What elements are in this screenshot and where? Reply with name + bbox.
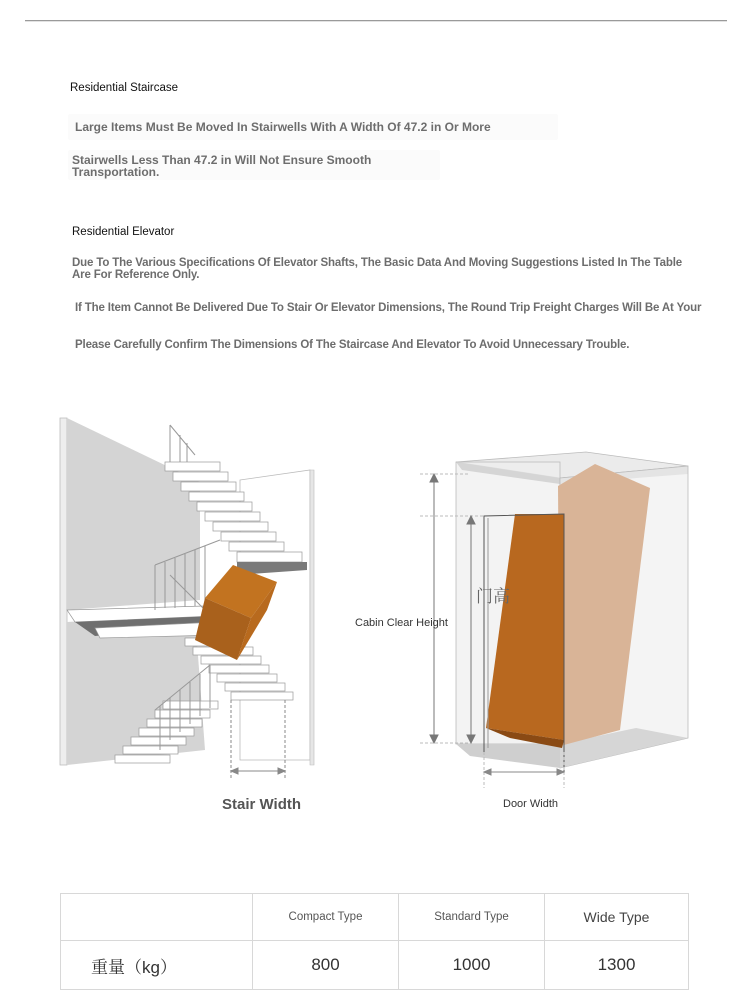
elevator-note-1: Due To The Various Specifications Of Elevator Shafts, The Basic Data And Moving Suggestions Listed In The Table Are For Reference Only. [72,257,682,281]
staircase-note-1: Large Items Must Be Moved In Stairwells With A Width Of 47.2 in Or More [75,120,491,134]
table-header-wide: Wide Type [545,894,689,941]
elevator-note-3: Please Carefully Confirm The Dimensions Of The Staircase And Elevator To Avoid Unnecessary Trouble. [75,339,630,351]
table-header-compact: Compact Type [253,894,399,941]
staircase-heading: Residential Staircase [70,82,179,94]
cell-standard-weight: 1000 [399,941,545,990]
elevator-diagram [410,448,695,788]
row-label-weight: 重量（kg） [61,941,253,990]
table-header-row [61,894,689,941]
table-row [61,941,689,990]
stair-width-label: Stair Width [222,796,302,813]
table-header-empty [61,894,253,941]
door-height-label: 门高 [476,587,510,606]
cell-wide-weight: 1300 [545,941,689,990]
elevator-note-2: If The Item Cannot Be Delivered Due To Stair Or Elevator Dimensions, The Round Trip Freight Charges Will Be At Your [75,302,702,314]
staircase-note-2: Stairwells Less Than 47.2 in Will Not Ensure Smooth Transportation. [72,153,372,179]
door-width-label: Door Width [503,798,559,810]
elevator-spec-table [60,893,689,990]
table-header-standard: Standard Type [399,894,545,941]
cell-compact-weight: 800 [253,941,399,990]
top-divider [25,20,727,21]
upper-railing [170,425,195,462]
elevator-heading: Residential Elevator [72,226,175,238]
cabin-clear-height-label: Cabin Clear Height [355,617,448,629]
staircase-diagram [55,410,325,780]
